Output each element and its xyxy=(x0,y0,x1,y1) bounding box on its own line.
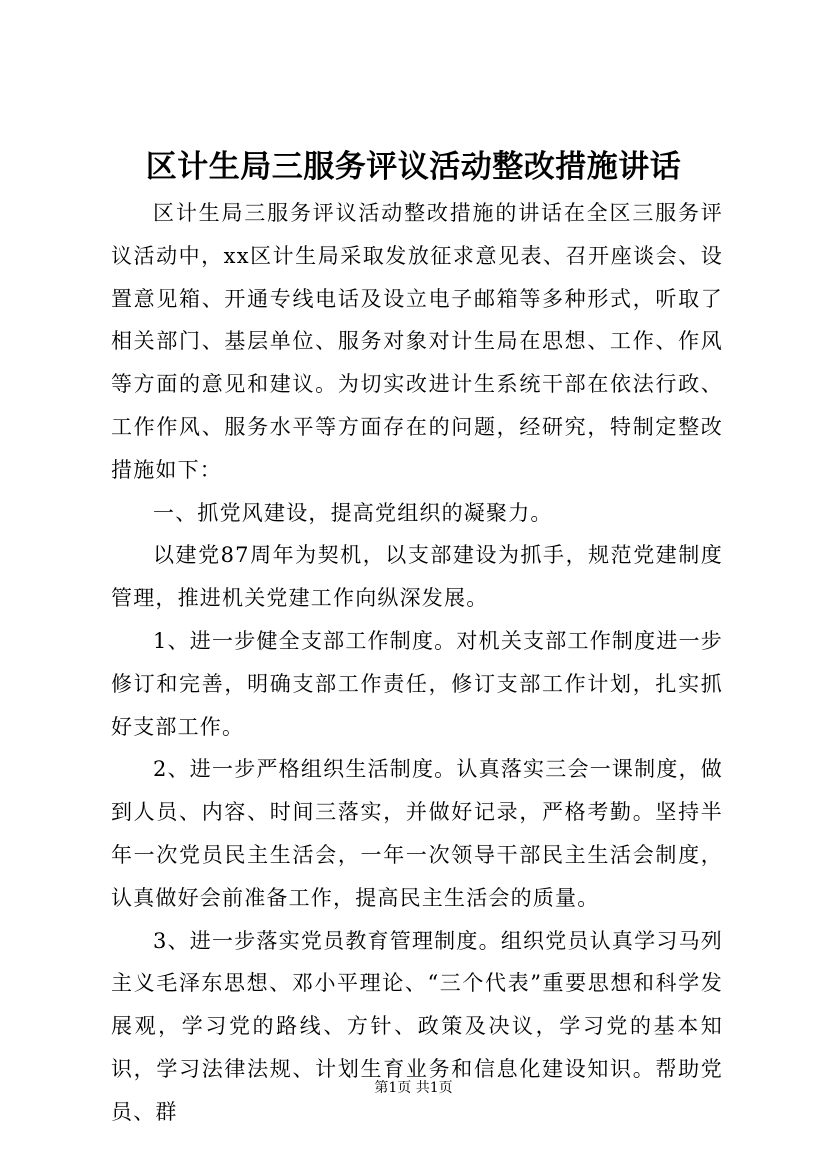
page-number-footer: 第1页 共1页 xyxy=(374,1080,453,1096)
paragraph-item-3: 3、进一步落实党员教育管理制度。组织党员认真学习马列主义毛泽东思想、邓小平理论、“三个代表”重要思想和科学发展观，学习党的路线、方针、政策及决议，学习党的基本知识，学习法律法规、计划生育业务和信息化建设知识。帮助党员、群 xyxy=(111,928,723,1124)
paragraph-intro: 区计生局三服务评议活动整改措施的讲话在全区三服务评议活动中，xx区计生局采取发放征求意见表、召开座谈会、设置意见箱、开通专线电话及设立电子邮箱等多种形式，听取了相关部门、基层单位、服务对象对计生局在思想、工作、作风等方面的意见和建议。为切实改进计生系统干部在依法行政、工作作风、服务水平等方面存在的问题，经研究，特制定整改措施如下： xyxy=(111,201,723,482)
paragraph-item-1: 1、进一步健全支部工作制度。对机关支部工作制度进一步修订和完善，明确支部工作责任，修订支部工作计划，扎实抓好支部工作。 xyxy=(111,628,723,739)
document-title: 区计生局三服务评议活动整改措施讲话 xyxy=(145,149,682,185)
document-body xyxy=(111,192,723,1134)
paragraph-section-intro: 以建党87周年为契机，以支部建设为抓手，规范党建制度管理，推进机关党建工作向纵深发展。 xyxy=(111,543,723,611)
section-heading: 一、抓党风建设，提高党组织的凝聚力。 xyxy=(153,500,553,525)
paragraph-item-2: 2、进一步严格组织生活制度。认真落实三会一课制度，做到人员、内容、时间三落实，并做好记录，严格考勤。坚持半年一次党员民主生活会，一年一次领导干部民主生活会制度，认真做好会前准备工作，提高民主生活会的质量。 xyxy=(111,757,723,910)
